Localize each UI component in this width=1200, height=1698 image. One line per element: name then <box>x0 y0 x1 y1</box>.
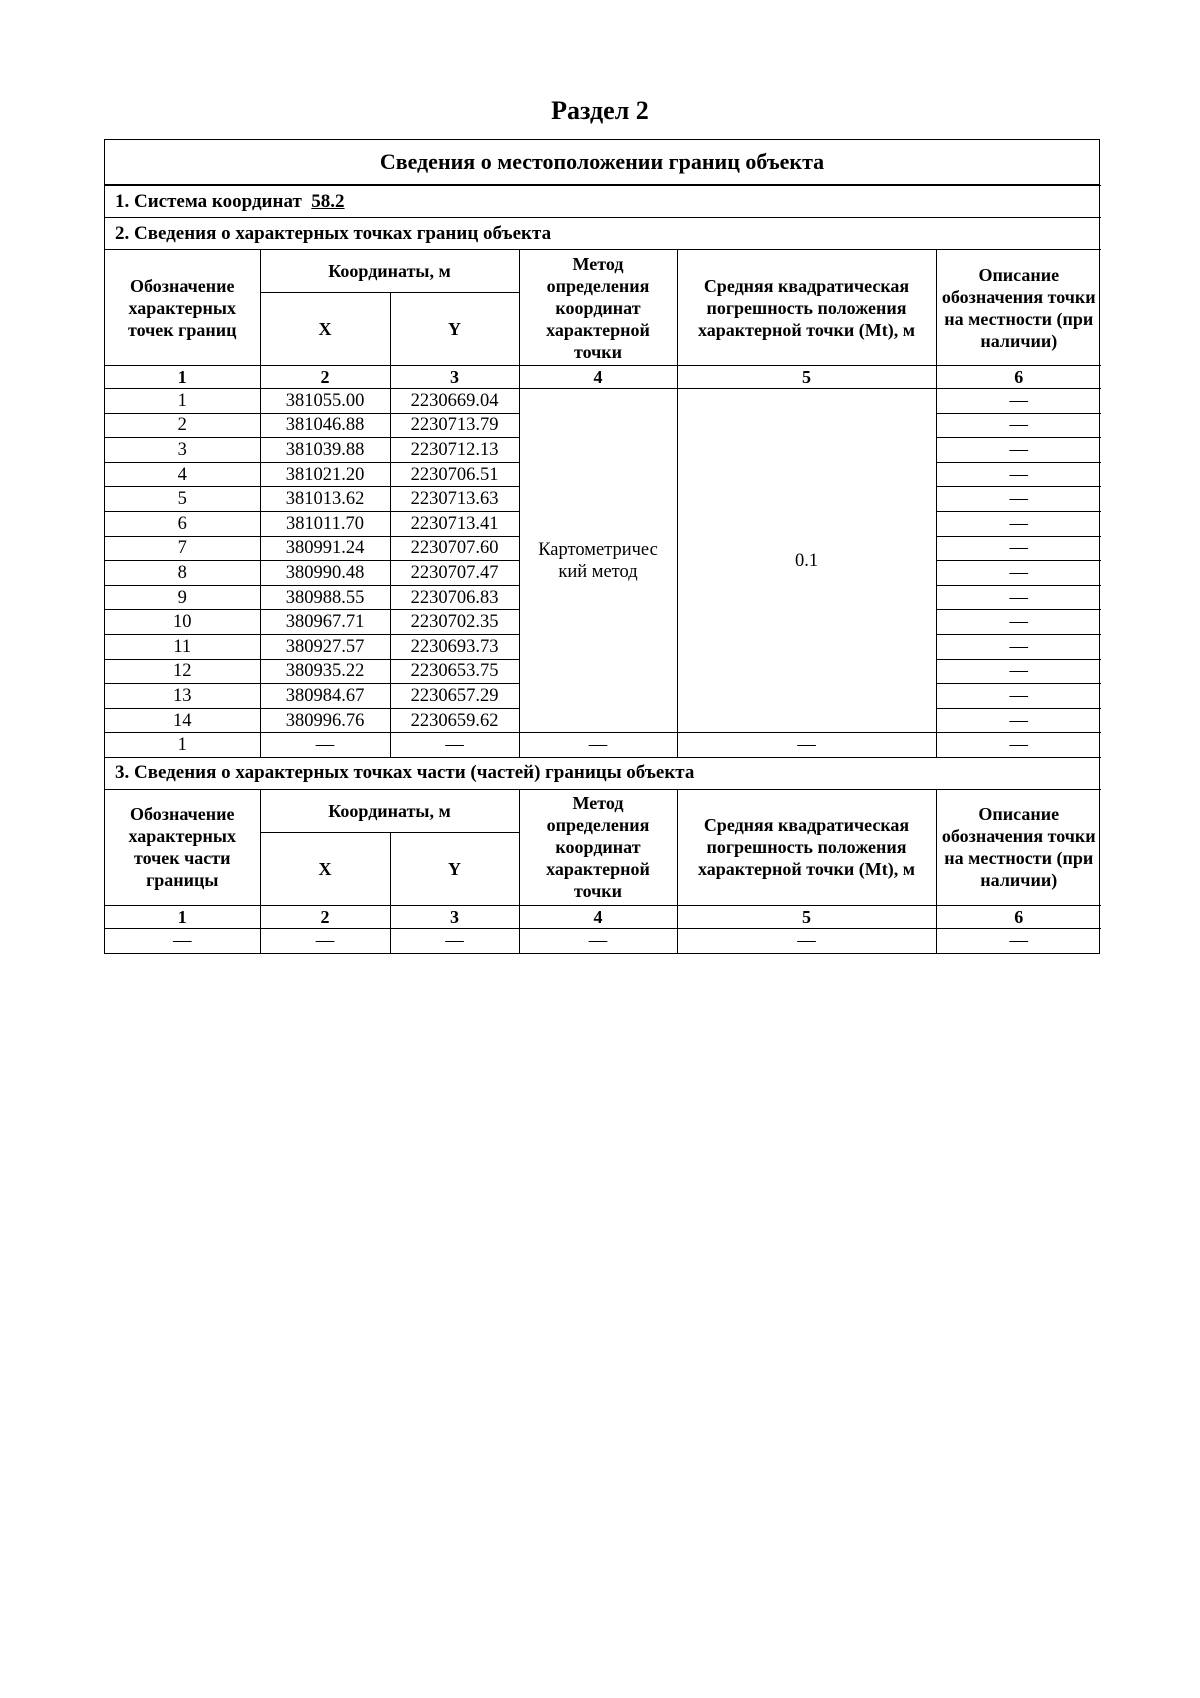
header-method: Метод определения координат характерной точки <box>519 789 677 905</box>
header-accuracy: Средняя квадратическая погрешность положения характерной точки (Mt), м <box>677 250 936 366</box>
header-x: X <box>260 293 390 366</box>
point-x: 381011.70 <box>260 511 390 536</box>
point-y: 2230713.41 <box>390 511 519 536</box>
point-x: 381055.00 <box>260 389 390 414</box>
parts-table <box>105 758 1101 953</box>
point-y: 2230707.60 <box>390 536 519 561</box>
point-id: 5 <box>105 487 260 512</box>
point-y: 2230707.47 <box>390 561 519 586</box>
point-id: 14 <box>105 708 260 733</box>
point-y: 2230713.79 <box>390 413 519 438</box>
column-number: 4 <box>519 905 677 928</box>
part-method: — <box>519 928 677 952</box>
point-x: 380988.55 <box>260 585 390 610</box>
table-row <box>105 389 1101 414</box>
point-id: 1 <box>105 389 260 414</box>
column-number: 4 <box>519 366 677 389</box>
header-accuracy: Средняя квадратическая погрешность положения характерной точки (Mt), м <box>677 789 936 905</box>
point-description: — <box>936 536 1101 561</box>
point-y: 2230693.73 <box>390 634 519 659</box>
point-id: 3 <box>105 438 260 463</box>
column-number: 6 <box>936 905 1101 928</box>
point-description: — <box>936 462 1101 487</box>
coord-system-value: 58.2 <box>311 190 345 212</box>
point-x: 380927.57 <box>260 634 390 659</box>
header-point-designation: Обозначение характерных точек границ <box>105 250 260 366</box>
point-x: 380935.22 <box>260 659 390 684</box>
point-id: 11 <box>105 634 260 659</box>
method-value-line: Картометричес <box>538 539 658 560</box>
closing-x: — <box>260 733 390 758</box>
point-y: 2230657.29 <box>390 684 519 709</box>
accuracy-value: 0.1 <box>677 389 936 733</box>
column-number: 6 <box>936 366 1101 389</box>
point-id: 12 <box>105 659 260 684</box>
point-y: 2230712.13 <box>390 438 519 463</box>
point-id: 7 <box>105 536 260 561</box>
column-numbers-row <box>105 366 1101 389</box>
coord-system-row <box>105 186 1101 218</box>
point-y: 2230653.75 <box>390 659 519 684</box>
header-coordinates: Координаты, м <box>260 789 519 832</box>
points-body <box>105 389 1101 733</box>
point-description: — <box>936 659 1101 684</box>
closing-y: — <box>390 733 519 758</box>
method-value-line: кий метод <box>558 561 638 582</box>
closing-description: — <box>936 733 1101 758</box>
closing-method: — <box>519 733 677 758</box>
header-y: Y <box>390 832 519 905</box>
point-y: 2230706.51 <box>390 462 519 487</box>
section-heading: Раздел 2 <box>551 96 649 125</box>
parts-row <box>105 928 1101 952</box>
header-description: Описание обозначения точки на местности (при наличии) <box>936 789 1101 905</box>
point-x: 380996.76 <box>260 708 390 733</box>
coord-system-label: 1. Система координат <box>115 190 302 212</box>
point-y: 2230659.62 <box>390 708 519 733</box>
point-description: — <box>936 413 1101 438</box>
point-description: — <box>936 511 1101 536</box>
point-y: 2230669.04 <box>390 389 519 414</box>
point-description: — <box>936 585 1101 610</box>
header-x: X <box>260 832 390 905</box>
column-number: 5 <box>677 366 936 389</box>
parts-section-title: 3. Сведения о характерных точках части (частей) границы объекта <box>105 758 1101 790</box>
closing-row <box>105 733 1101 758</box>
part-accuracy: — <box>677 928 936 952</box>
point-description: — <box>936 438 1101 463</box>
column-number: 2 <box>260 905 390 928</box>
point-y: 2230706.83 <box>390 585 519 610</box>
part-point-id: — <box>105 928 260 952</box>
point-description: — <box>936 684 1101 709</box>
point-id: 9 <box>105 585 260 610</box>
column-number: 1 <box>105 366 260 389</box>
point-id: 2 <box>105 413 260 438</box>
part-description: — <box>936 928 1101 952</box>
point-y: 2230702.35 <box>390 610 519 635</box>
closing-point-id: 1 <box>105 733 260 758</box>
points-table <box>105 185 1101 758</box>
point-id: 8 <box>105 561 260 586</box>
point-x: 381021.20 <box>260 462 390 487</box>
method-value <box>519 389 677 733</box>
point-description: — <box>936 561 1101 586</box>
header-part-point-designation: Обозначение характерных точек части границы <box>105 789 260 905</box>
column-number: 5 <box>677 905 936 928</box>
point-x: 381046.88 <box>260 413 390 438</box>
part-y: — <box>390 928 519 952</box>
column-number: 3 <box>390 905 519 928</box>
header-y: Y <box>390 293 519 366</box>
point-x: 381039.88 <box>260 438 390 463</box>
closing-accuracy: — <box>677 733 936 758</box>
point-id: 13 <box>105 684 260 709</box>
point-description: — <box>936 389 1101 414</box>
column-number: 2 <box>260 366 390 389</box>
point-x: 380984.67 <box>260 684 390 709</box>
part-x: — <box>260 928 390 952</box>
point-description: — <box>936 634 1101 659</box>
column-numbers-row <box>105 905 1101 928</box>
point-x: 381013.62 <box>260 487 390 512</box>
header-method: Метод определения координат характерной точки <box>519 250 677 366</box>
point-id: 4 <box>105 462 260 487</box>
header-description: Описание обозначения точки на местности (при наличии) <box>936 250 1101 366</box>
point-y: 2230713.63 <box>390 487 519 512</box>
point-x: 380991.24 <box>260 536 390 561</box>
column-number: 1 <box>105 905 260 928</box>
sheet-title: Сведения о местоположении границ объекта <box>105 140 1099 185</box>
point-description: — <box>936 610 1101 635</box>
header-coordinates: Координаты, м <box>260 250 519 293</box>
point-description: — <box>936 708 1101 733</box>
point-x: 380990.48 <box>260 561 390 586</box>
point-description: — <box>936 487 1101 512</box>
column-number: 3 <box>390 366 519 389</box>
point-id: 6 <box>105 511 260 536</box>
point-id: 10 <box>105 610 260 635</box>
point-x: 380967.71 <box>260 610 390 635</box>
boundary-info-sheet <box>104 139 1100 954</box>
points-section-title: 2. Сведения о характерных точках границ объекта <box>105 218 1101 250</box>
